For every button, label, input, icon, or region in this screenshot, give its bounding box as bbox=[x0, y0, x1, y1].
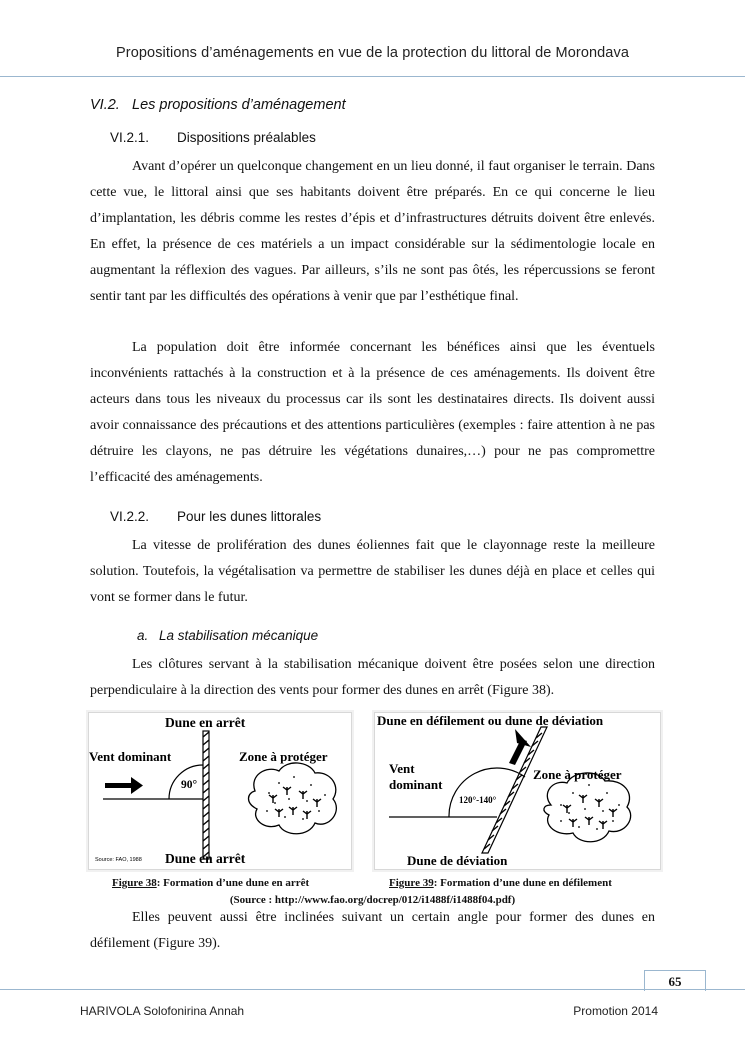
section-title: Les propositions d’aménagement bbox=[132, 97, 346, 113]
figure-39-wind-label-2: dominant bbox=[389, 777, 443, 792]
figure-38-caption bbox=[112, 877, 309, 889]
figure-39-caption bbox=[389, 877, 612, 889]
paragraph: Elles peuvent aussi être inclinées suivant un certain angle pour former des dunes en défilement (Figure 39). bbox=[90, 910, 655, 951]
figure-38-angle-label: 90° bbox=[181, 779, 198, 791]
subsection-number: VI.2.2. bbox=[110, 509, 150, 524]
figure-39-wind-label-1: Vent bbox=[389, 761, 415, 776]
section-number: VI.2. bbox=[90, 97, 120, 113]
figure-38-top-label: Dune en arrêt bbox=[165, 715, 246, 730]
subsubsection-number: a. bbox=[137, 628, 149, 643]
figure-38-bottom-label: Dune en arrêt bbox=[165, 851, 246, 866]
figure-38-drawing bbox=[89, 713, 351, 869]
figure-source: (Source : http://www.fao.org/docrep/012/i1488f/i1488f04.pdf) bbox=[229, 894, 516, 906]
subsection-number: VI.2.1. bbox=[110, 130, 150, 145]
protected-zone-icon bbox=[249, 763, 337, 834]
paragraph: La vitesse de prolifération des dunes éoliennes fait que le clayonnage reste la meilleure solution. Toutefois, la végétalisation va permettre de stabiliser les dunes déjà en place et celles qui vont se former dans le futur. bbox=[90, 538, 655, 605]
subsection-heading-2 bbox=[110, 509, 321, 524]
paragraph: Les clôtures servant à la stabilisation mécanique doivent être posées selon une direction perpendiculaire à la direction des vents pour former des dunes en arrêt (Figure 38). bbox=[90, 657, 655, 698]
subsection-heading-1 bbox=[110, 130, 316, 145]
section-heading bbox=[90, 97, 346, 113]
subsection-title: Dispositions préalables bbox=[177, 130, 316, 145]
figure-38-caption-label: Figure 38 bbox=[112, 877, 157, 889]
figure-39-caption-text: : Formation d’une dune en défilement bbox=[433, 877, 612, 889]
protected-zone-icon bbox=[544, 773, 631, 842]
figure-38-wind-label: Vent dominant bbox=[89, 749, 172, 764]
figure-38-caption-text: : Formation d’une dune en arrêt bbox=[156, 877, 310, 889]
figure-39-zone-label: Zone à protéger bbox=[533, 767, 622, 782]
header-divider bbox=[0, 76, 745, 77]
wind-arrow-icon bbox=[105, 777, 143, 794]
subsection-title: Pour les dunes littorales bbox=[177, 509, 322, 524]
footer-author: HARIVOLA Solofonirina Annah bbox=[80, 1004, 245, 1018]
footer-divider bbox=[0, 989, 745, 990]
paragraph: La population doit être informée concernant les bénéfices ainsi que les éventuels inconvénients rattachés à la construction et à la présence de ces aménagements. Ils doivent être acteurs dans tous les niveaux du processus car ils sont les destinataires directs. Ils doivent aussi avoir connaissance des précautions et des attentions particulières (exemples : faire attention à ne pas détruire les clayons, ne pas détruire les végétations dunaires,…) pour ne pas compromettre l’efficacité des aménagements. bbox=[90, 340, 655, 485]
fence-icon bbox=[482, 727, 547, 853]
figure-39-bottom-label: Dune de déviation bbox=[407, 853, 508, 868]
page-number: 65 bbox=[644, 970, 706, 991]
figure-38-source: Source: FAO, 1988 bbox=[95, 857, 142, 863]
subsubsection-heading bbox=[137, 628, 318, 643]
figure-39-angle-label: 120°-140° bbox=[459, 795, 497, 805]
figure-38 bbox=[88, 712, 352, 870]
figure-39-caption-label: Figure 39 bbox=[389, 877, 434, 889]
figure-39-top-label: Dune en défilement ou dune de déviation bbox=[377, 713, 604, 728]
footer-promotion: Promotion 2014 bbox=[573, 1004, 658, 1018]
figure-38-zone-label: Zone à protéger bbox=[239, 749, 328, 764]
running-header: Propositions d’aménagements en vue de la protection du littoral de Morondava bbox=[116, 45, 629, 61]
figure-39 bbox=[374, 712, 661, 870]
paragraph: Avant d’opérer un quelconque changement en un lieu donné, il faut organiser le terrain. Dans cette vue, le littoral ainsi que ses habitants doivent être préparés. En ce qui concerne le lieu d’implantation, les débris comme les restes d’épis et d’infrastructures détruits doivent être enlevés. En effet, la présence de ces matériels a un impact considérable sur la sédimentologie locale en augmentant la réflexion des vagues. Par ailleurs, s’ils ne sont pas ôtés, les répercussions se feront sentir tant par les difficultés des opérations à venir que par l’esthétique final. bbox=[90, 159, 655, 304]
subsubsection-title: La stabilisation mécanique bbox=[159, 628, 319, 643]
